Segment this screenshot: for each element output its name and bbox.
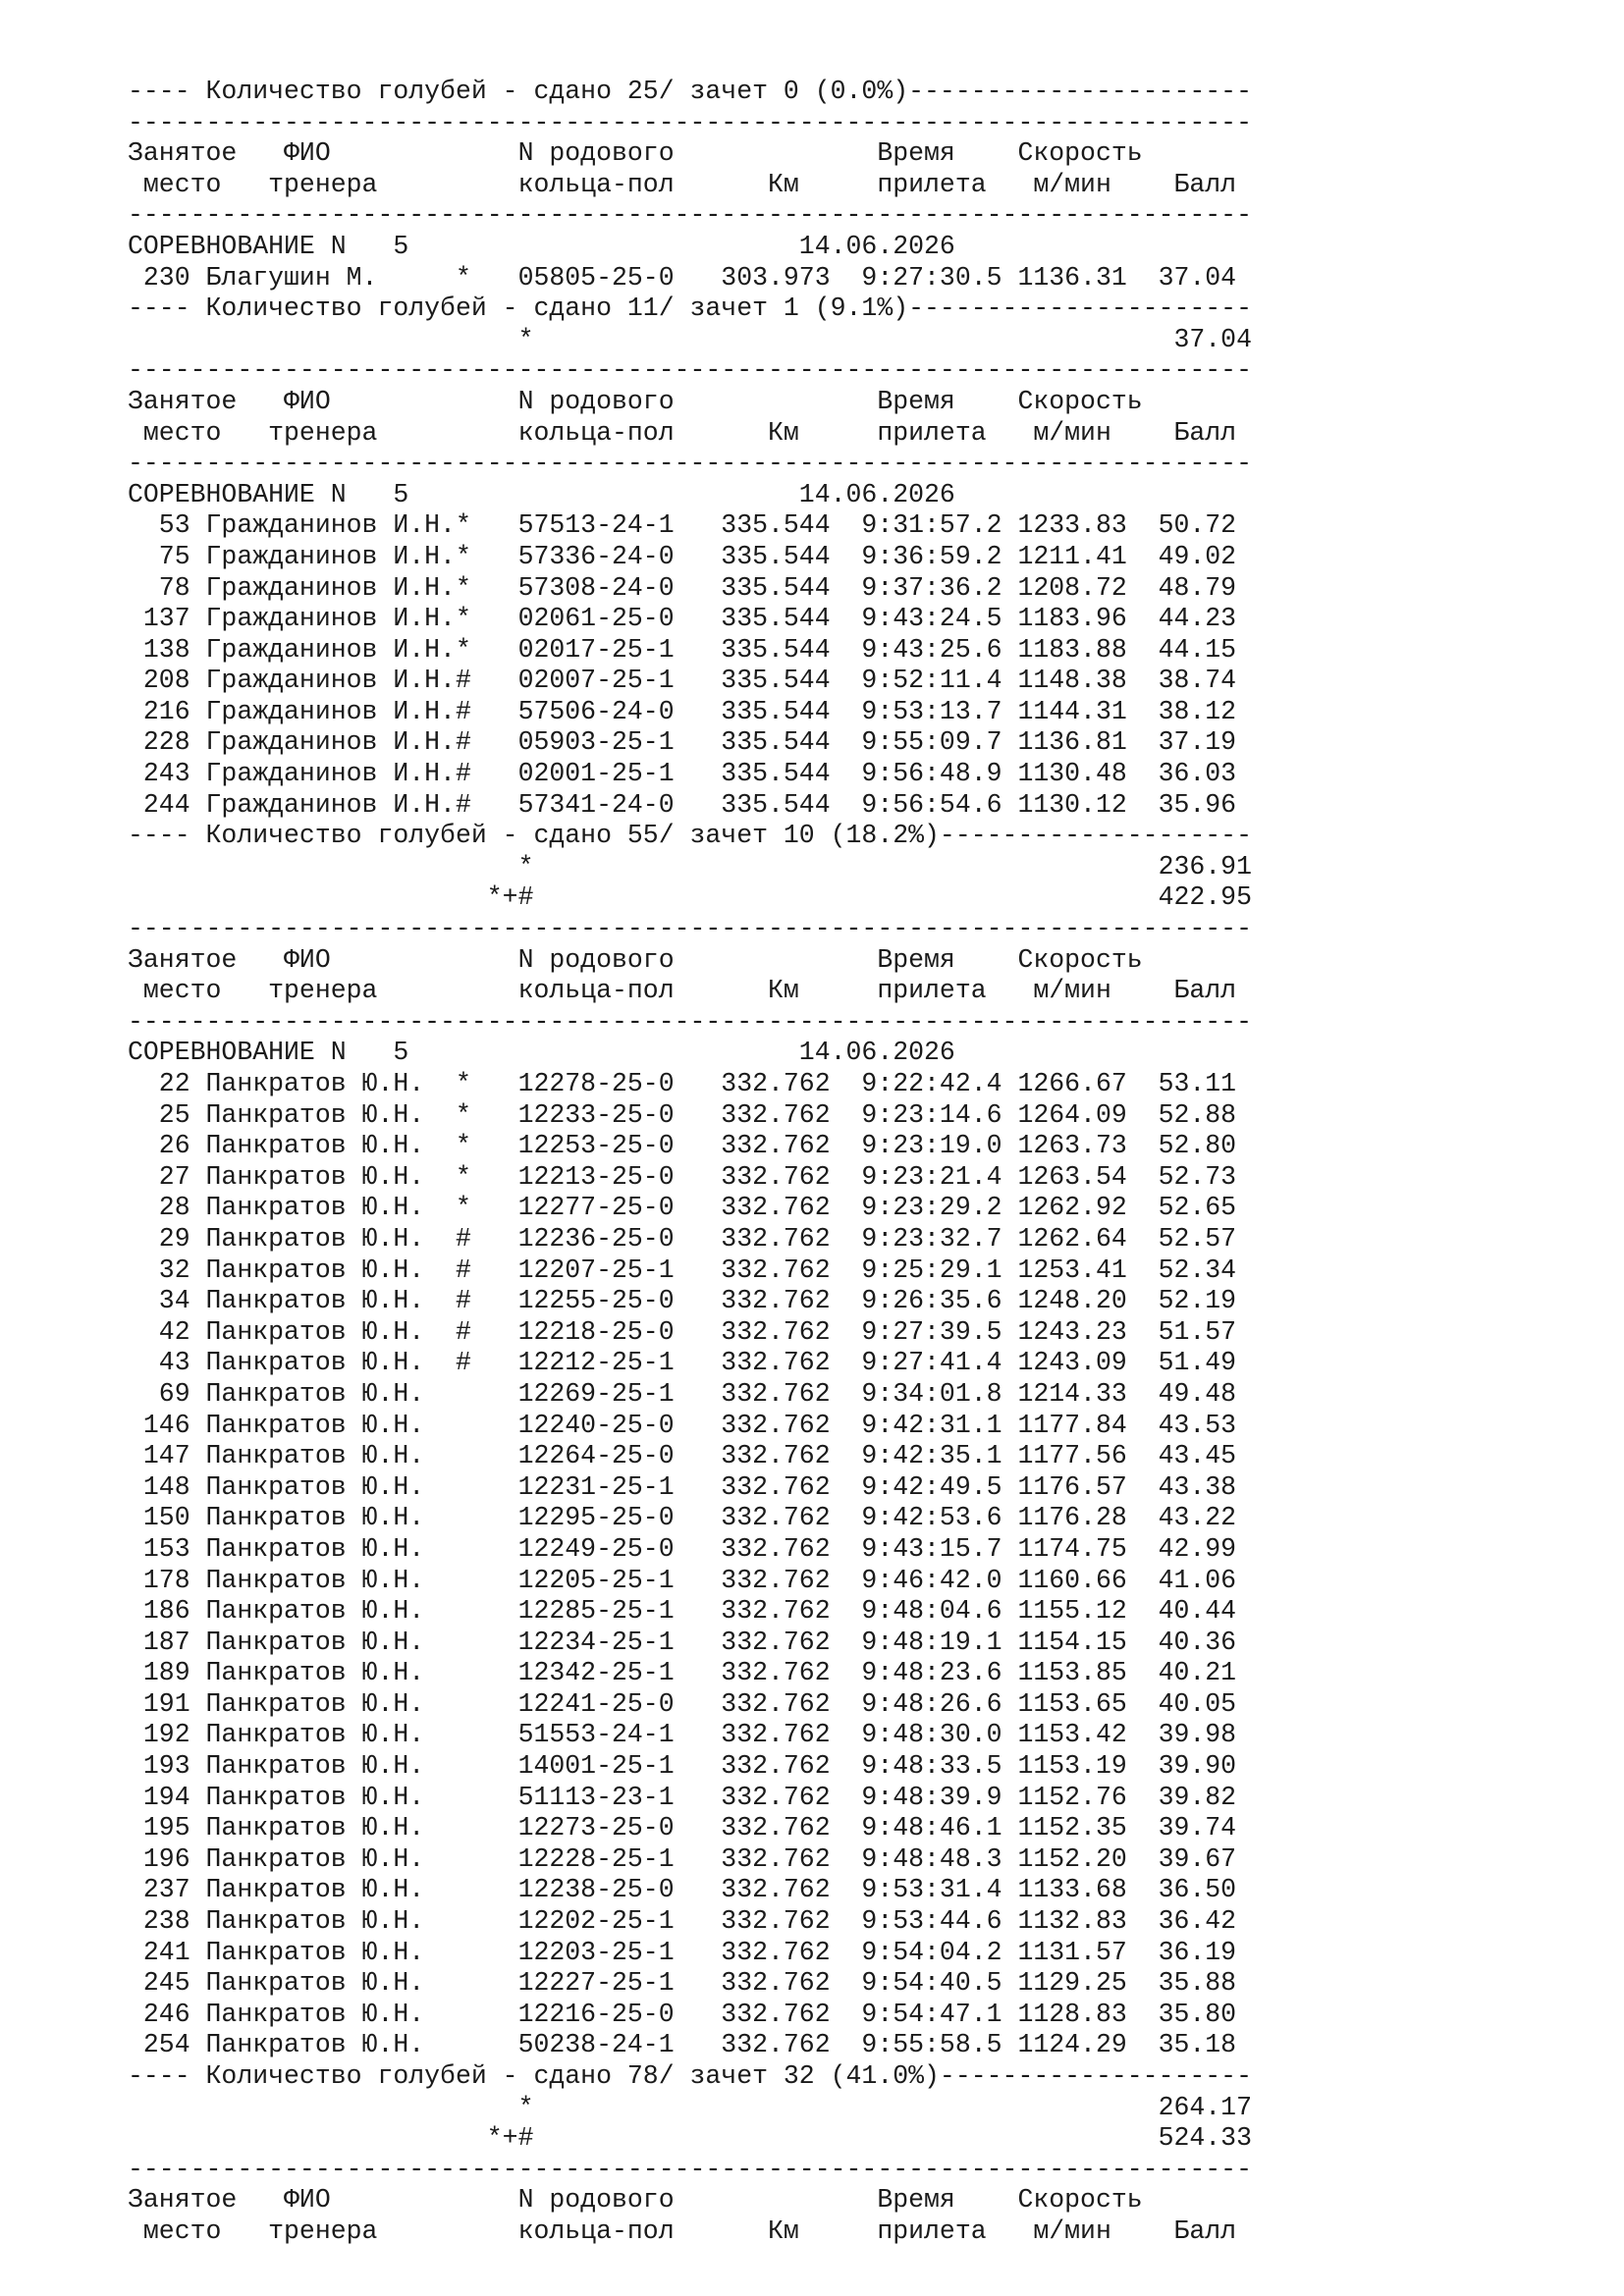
report-line: 34 Панкратов Ю.Н. # 12255-25-0 332.762 9:26:35.6 1248.20 52.19 bbox=[128, 1286, 1237, 1316]
report-line: 25 Панкратов Ю.Н. * 12233-25-0 332.762 9:23:14.6 1264.09 52.88 bbox=[128, 1099, 1237, 1130]
report-line: 148 Панкратов Ю.Н. 12231-25-1 332.762 9:42:49.5 1176.57 43.38 bbox=[128, 1471, 1237, 1502]
report-line: 150 Панкратов Ю.Н. 12295-25-0 332.762 9:42:53.6 1176.28 43.22 bbox=[128, 1503, 1237, 1533]
report-line: место тренера кольца-пол Км прилета м/мин Балл bbox=[128, 417, 1237, 448]
report-line: 246 Панкратов Ю.Н. 12216-25-0 332.762 9:54:47.1 1128.83 35.80 bbox=[128, 1999, 1237, 2029]
report-line: * 264.17 bbox=[128, 2092, 1252, 2122]
report-line: 230 Благушин М. * 05805-25-0 303.973 9:27:30.5 1136.31 37.04 bbox=[128, 262, 1237, 293]
report-line: 228 Гражданинов И.Н.# 05903-25-1 335.544 9:55:09.7 1136.81 37.19 bbox=[128, 727, 1237, 758]
report-line: 237 Панкратов Ю.Н. 12238-25-0 332.762 9:53:31.4 1133.68 36.50 bbox=[128, 1875, 1237, 1905]
report-line: * 236.91 bbox=[128, 851, 1252, 881]
report-line: ------------------------------------------------------------------------ bbox=[128, 914, 1252, 944]
report-line: 29 Панкратов Ю.Н. # 12236-25-0 332.762 9:23:32.7 1262.64 52.57 bbox=[128, 1223, 1237, 1254]
report-line: 238 Панкратов Ю.Н. 12202-25-1 332.762 9:53:44.6 1132.83 36.42 bbox=[128, 1906, 1237, 1937]
report-line: место тренера кольца-пол Км прилета м/мин Балл bbox=[128, 976, 1237, 1006]
report-line: 22 Панкратов Ю.Н. * 12278-25-0 332.762 9:22:42.4 1266.67 53.11 bbox=[128, 1069, 1237, 1098]
report-line: 42 Панкратов Ю.Н. # 12218-25-0 332.762 9:27:39.5 1243.23 51.57 bbox=[128, 1316, 1237, 1347]
report-line: 196 Панкратов Ю.Н. 12228-25-1 332.762 9:48:48.3 1152.20 39.67 bbox=[128, 1843, 1237, 1874]
report-line: 186 Панкратов Ю.Н. 12285-25-1 332.762 9:48:04.6 1155.12 40.44 bbox=[128, 1596, 1237, 1627]
report-line: 178 Панкратов Ю.Н. 12205-25-1 332.762 9:46:42.0 1160.66 41.06 bbox=[128, 1565, 1237, 1595]
report-line: ------------------------------------------------------------------------ bbox=[128, 107, 1252, 137]
report-line: ---- Количество голубей - сдано 11/ зачет 1 (9.1%)---------------------- bbox=[128, 294, 1252, 324]
report-line: 194 Панкратов Ю.Н. 51113-23-1 332.762 9:48:39.9 1152.76 39.82 bbox=[128, 1782, 1237, 1812]
report-line: 208 Гражданинов И.Н.# 02007-25-1 335.544 9:52:11.4 1148.38 38.74 bbox=[128, 666, 1237, 696]
report-line: место тренера кольца-пол Км прилета м/мин Балл bbox=[128, 2216, 1237, 2246]
report-line: 146 Панкратов Ю.Н. 12240-25-0 332.762 9:42:31.1 1177.84 43.53 bbox=[128, 1410, 1237, 1440]
report-line: 187 Панкратов Ю.Н. 12234-25-1 332.762 9:48:19.1 1154.15 40.36 bbox=[128, 1627, 1237, 1657]
report-line: 192 Панкратов Ю.Н. 51553-24-1 332.762 9:48:30.0 1153.42 39.98 bbox=[128, 1720, 1237, 1750]
report-line: ------------------------------------------------------------------------ bbox=[128, 2154, 1252, 2184]
report-line: 216 Гражданинов И.Н.# 57506-24-0 335.544 9:53:13.7 1144.31 38.12 bbox=[128, 696, 1237, 726]
report-line: 32 Панкратов Ю.Н. # 12207-25-1 332.762 9:25:29.1 1253.41 52.34 bbox=[128, 1255, 1237, 1285]
report-line: *+# 524.33 bbox=[128, 2123, 1252, 2154]
report-line: 137 Гражданинов И.Н.* 02061-25-0 335.544 9:43:24.5 1183.96 44.23 bbox=[128, 604, 1237, 634]
report-line: 43 Панкратов Ю.Н. # 12212-25-1 332.762 9:27:41.4 1243.09 51.49 bbox=[128, 1348, 1237, 1378]
report-line: 245 Панкратов Ю.Н. 12227-25-1 332.762 9:54:40.5 1129.25 35.88 bbox=[128, 1968, 1237, 1999]
report-line: 147 Панкратов Ю.Н. 12264-25-0 332.762 9:42:35.1 1177.56 43.45 bbox=[128, 1441, 1237, 1471]
report-line: 69 Панкратов Ю.Н. 12269-25-1 332.762 9:34:01.8 1214.33 49.48 bbox=[128, 1378, 1237, 1409]
report-line: Занятое ФИО N родового Время Скорость bbox=[128, 944, 1143, 975]
report-line: 191 Панкратов Ю.Н. 12241-25-0 332.762 9:48:26.6 1153.65 40.05 bbox=[128, 1688, 1237, 1719]
report-line: ---- Количество голубей - сдано 78/ зачет 32 (41.0%)-------------------- bbox=[128, 2061, 1252, 2091]
report-line: ------------------------------------------------------------------------ bbox=[128, 1006, 1252, 1037]
report-line: СОРЕВНОВАНИЕ N 5 14.06.2026 bbox=[128, 231, 955, 261]
report-line: 78 Гражданинов И.Н.* 57308-24-0 335.544 9:37:36.2 1208.72 48.79 bbox=[128, 572, 1237, 603]
report-line: 243 Гражданинов И.Н.# 02001-25-1 335.544 9:56:48.9 1130.48 36.03 bbox=[128, 759, 1237, 789]
report-line: 195 Панкратов Ю.Н. 12273-25-0 332.762 9:48:46.1 1152.35 39.74 bbox=[128, 1813, 1237, 1843]
report-line: СОРЕВНОВАНИЕ N 5 14.06.2026 bbox=[128, 479, 955, 509]
report-line: Занятое ФИО N родового Время Скорость bbox=[128, 138, 1143, 169]
report-line: место тренера кольца-пол Км прилета м/мин Балл bbox=[128, 169, 1237, 199]
report-line: СОРЕВНОВАНИЕ N 5 14.06.2026 bbox=[128, 1038, 955, 1068]
report-line: ---- Количество голубей - сдано 55/ зачет 10 (18.2%)-------------------- bbox=[128, 821, 1252, 851]
report-line: 138 Гражданинов И.Н.* 02017-25-1 335.544 9:43:25.6 1183.88 44.15 bbox=[128, 634, 1237, 665]
report-line: ---- Количество голубей - сдано 25/ зачет 0 (0.0%)---------------------- bbox=[128, 77, 1252, 106]
results-printout bbox=[128, 77, 1252, 2248]
report-line: 27 Панкратов Ю.Н. * 12213-25-0 332.762 9:23:21.4 1263.54 52.73 bbox=[128, 1161, 1237, 1192]
report-line: ------------------------------------------------------------------------ bbox=[128, 355, 1252, 386]
report-line: ------------------------------------------------------------------------ bbox=[128, 200, 1252, 231]
report-line: 75 Гражданинов И.Н.* 57336-24-0 335.544 9:36:59.2 1211.41 49.02 bbox=[128, 541, 1237, 571]
report-line: ------------------------------------------------------------------------ bbox=[128, 449, 1252, 479]
report-line: Занятое ФИО N родового Время Скорость bbox=[128, 2185, 1143, 2216]
report-line: 254 Панкратов Ю.Н. 50238-24-1 332.762 9:55:58.5 1124.29 35.18 bbox=[128, 2030, 1237, 2060]
report-line: 53 Гражданинов И.Н.* 57513-24-1 335.544 9:31:57.2 1233.83 50.72 bbox=[128, 510, 1237, 541]
report-line: *+# 422.95 bbox=[128, 882, 1252, 913]
report-line: 189 Панкратов Ю.Н. 12342-25-1 332.762 9:48:23.6 1153.85 40.21 bbox=[128, 1658, 1237, 1688]
report-line: 26 Панкратов Ю.Н. * 12253-25-0 332.762 9:23:19.0 1263.73 52.80 bbox=[128, 1131, 1237, 1161]
report-line: 193 Панкратов Ю.Н. 14001-25-1 332.762 9:48:33.5 1153.19 39.90 bbox=[128, 1751, 1237, 1782]
report-line: * 37.04 bbox=[128, 324, 1252, 354]
report-line: 153 Панкратов Ю.Н. 12249-25-0 332.762 9:43:15.7 1174.75 42.99 bbox=[128, 1533, 1237, 1564]
report-line: 244 Гражданинов И.Н.# 57341-24-0 335.544 9:56:54.6 1130.12 35.96 bbox=[128, 789, 1237, 820]
report-line: Занятое ФИО N родового Время Скорость bbox=[128, 386, 1143, 416]
report-line: 241 Панкратов Ю.Н. 12203-25-1 332.762 9:54:04.2 1131.57 36.19 bbox=[128, 1937, 1237, 1967]
report-line: 28 Панкратов Ю.Н. * 12277-25-0 332.762 9:23:29.2 1262.92 52.65 bbox=[128, 1193, 1237, 1223]
